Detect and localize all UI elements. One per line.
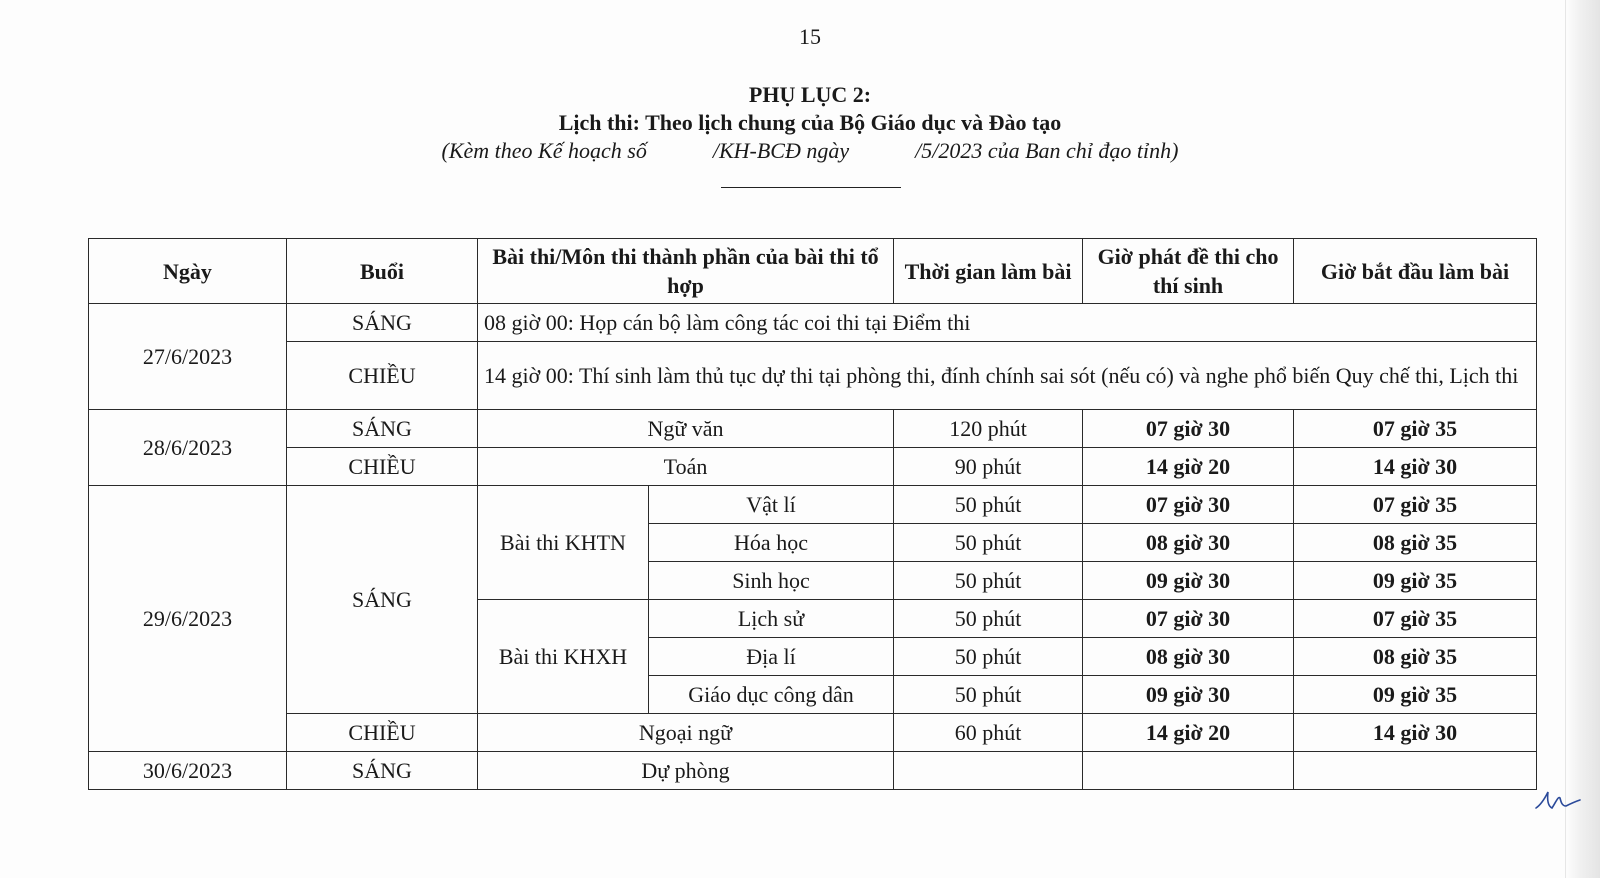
duration-cell: 60 phút <box>894 714 1083 752</box>
session-cell: CHIỀU <box>287 714 478 752</box>
distribute-time-cell <box>1083 752 1294 790</box>
start-time-cell: 07 giờ 35 <box>1294 600 1537 638</box>
distribute-time-cell: 08 giờ 30 <box>1083 524 1294 562</box>
start-time-cell <box>1294 752 1537 790</box>
session-cell: SÁNG <box>287 304 478 342</box>
note-cell: 08 giờ 00: Họp cán bộ làm công tác coi thi tại Điểm thi <box>478 304 1537 342</box>
session-cell: CHIỀU <box>287 342 478 410</box>
duration-cell: 50 phút <box>894 638 1083 676</box>
subject-cell: Ngoại ngữ <box>478 714 894 752</box>
appendix-subtitle: Lịch thi: Theo lịch chung của Bộ Giáo dục và Đào tạo <box>558 110 1062 135</box>
start-time-cell: 14 giờ 30 <box>1294 448 1537 486</box>
subject-cell: Giáo dục công dân <box>649 676 894 714</box>
start-time-cell: 08 giờ 35 <box>1294 524 1537 562</box>
duration-cell <box>894 752 1083 790</box>
start-time-cell: 07 giờ 35 <box>1294 486 1537 524</box>
duration-cell: 90 phút <box>894 448 1083 486</box>
start-time-cell: 09 giờ 35 <box>1294 562 1537 600</box>
table-row <box>89 486 1537 524</box>
start-time-cell: 14 giờ 30 <box>1294 714 1537 752</box>
table-row <box>89 304 1537 342</box>
subject-cell: Sinh học <box>649 562 894 600</box>
reference-part-3: /5/2023 của Ban chỉ đạo tỉnh) <box>915 138 1179 163</box>
duration-cell: 50 phút <box>894 486 1083 524</box>
date-cell: 29/6/2023 <box>89 486 287 752</box>
duration-cell: 50 phút <box>894 562 1083 600</box>
exam-group-cell: Bài thi KHXH <box>478 600 649 714</box>
header-duration: Thời gian làm bài <box>894 239 1083 304</box>
reference-part-1: (Kèm theo Kế hoạch số <box>441 138 647 163</box>
session-cell: SÁNG <box>287 410 478 448</box>
distribute-time-cell: 07 giờ 30 <box>1083 410 1294 448</box>
date-cell: 28/6/2023 <box>89 410 287 486</box>
heading-divider <box>721 187 901 188</box>
duration-cell: 50 phút <box>894 600 1083 638</box>
appendix-reference <box>0 138 1600 164</box>
subject-cell: Dự phòng <box>478 752 894 790</box>
note-cell: 14 giờ 00: Thí sinh làm thủ tục dự thi tại phòng thi, đính chính sai sót (nếu có) và nghe phổ biến Quy chế thi, Lịch thi <box>478 342 1537 410</box>
table-row <box>89 410 1537 448</box>
subject-cell: Lịch sử <box>649 600 894 638</box>
exam-schedule-table <box>88 238 1537 790</box>
start-time-cell: 07 giờ 35 <box>1294 410 1537 448</box>
appendix-title: PHỤ LỤC 2: <box>748 82 872 107</box>
distribute-time-cell: 07 giờ 30 <box>1083 486 1294 524</box>
subject-cell: Toán <box>478 448 894 486</box>
subject-cell: Vật lí <box>649 486 894 524</box>
duration-cell: 50 phút <box>894 524 1083 562</box>
distribute-time-cell: 09 giờ 30 <box>1083 562 1294 600</box>
distribute-time-cell: 09 giờ 30 <box>1083 676 1294 714</box>
subject-cell: Ngữ văn <box>478 410 894 448</box>
date-cell: 27/6/2023 <box>89 304 287 410</box>
header-date: Ngày <box>89 239 287 304</box>
table-row <box>89 448 1537 486</box>
initials-signature-mark <box>1534 786 1582 816</box>
header-subject: Bài thi/Môn thi thành phần của bài thi tổ hợp <box>478 239 894 304</box>
reference-part-2: /KH-BCĐ ngày <box>712 138 850 163</box>
table-row <box>89 714 1537 752</box>
header-start-time: Giờ bắt đầu làm bài <box>1294 239 1537 304</box>
distribute-time-cell: 07 giờ 30 <box>1083 600 1294 638</box>
table-header-row <box>89 239 1537 304</box>
distribute-time-cell: 08 giờ 30 <box>1083 638 1294 676</box>
exam-group-cell: Bài thi KHTN <box>478 486 649 600</box>
page-number: 15 <box>799 24 821 49</box>
session-cell: CHIỀU <box>287 448 478 486</box>
duration-cell: 120 phút <box>894 410 1083 448</box>
session-cell: SÁNG <box>287 486 478 714</box>
table-row <box>89 752 1537 790</box>
duration-cell: 50 phút <box>894 676 1083 714</box>
header-session: Buổi <box>287 239 478 304</box>
date-cell: 30/6/2023 <box>89 752 287 790</box>
session-cell: SÁNG <box>287 752 478 790</box>
header-distribute-time: Giờ phát đề thi cho thí sinh <box>1083 239 1294 304</box>
start-time-cell: 08 giờ 35 <box>1294 638 1537 676</box>
distribute-time-cell: 14 giờ 20 <box>1083 714 1294 752</box>
subject-cell: Địa lí <box>649 638 894 676</box>
distribute-time-cell: 14 giờ 20 <box>1083 448 1294 486</box>
subject-cell: Hóa học <box>649 524 894 562</box>
start-time-cell: 09 giờ 35 <box>1294 676 1537 714</box>
table-row <box>89 342 1537 410</box>
